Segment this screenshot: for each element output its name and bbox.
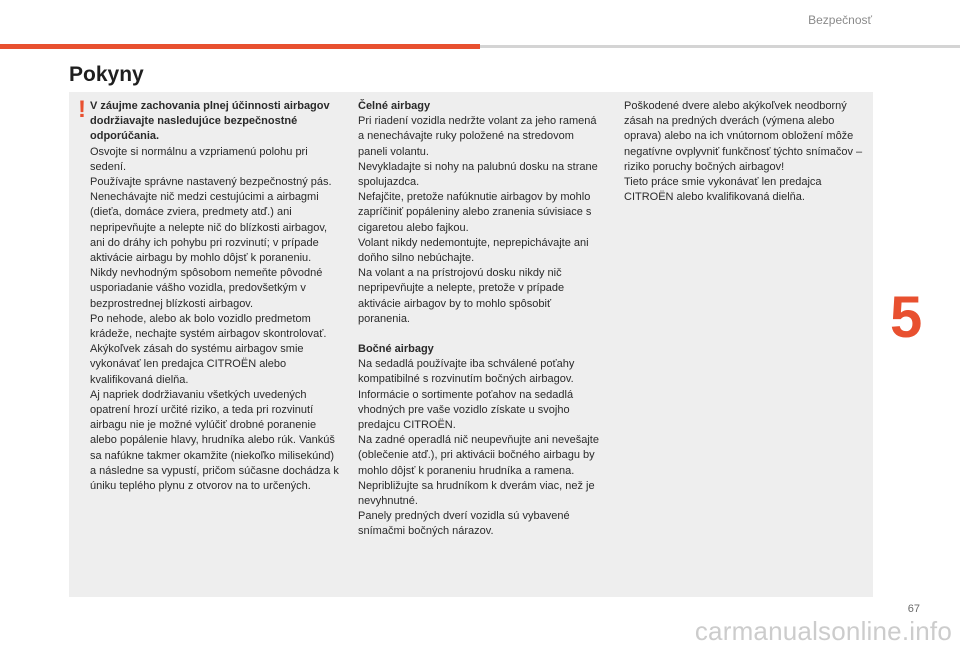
column-airbags: [358, 99, 604, 540]
paragraph: Na volant a na prístrojovú dosku nikdy nič nepripevňujte a nelepte, pretože v prípade aktivácie airbagov by to mohlo spôsobiť poranenia.: [358, 267, 565, 325]
section-gap: [358, 327, 604, 342]
paragraph: Na sedadlá používajte iba schválené poťahy kompatibilné s rozvinutím bočných airbagov. Informácie o sortimente poťahov na sedadlá vhodných pre vaše vozidlo získate u svojho predajcu CITROËN.: [358, 358, 575, 432]
front-airbags-heading: Čelné airbagy: [358, 100, 431, 112]
paragraph: Na zadné operadlá nič neupevňujte ani nevešajte (oblečenie atď.), pri aktivácii bočného airbagu by mohlo dôjsť k poraneniu hrudníka a ramena.: [358, 434, 599, 477]
chapter-number: 5: [890, 285, 923, 350]
paragraph: Panely predných dverí vozidla sú vybavené snímačmi bočných nárazov.: [358, 510, 570, 538]
header-rule: [480, 45, 960, 48]
section-title: Bezpečnosť: [808, 13, 872, 27]
paragraph: Po nehode, alebo ak bolo vozidlo predmetom krádeže, nechajte systém airbagov skontrolovať.: [90, 312, 327, 341]
column-general: [90, 99, 340, 494]
paragraph: Poškodené dvere alebo akýkoľvek neodborný zásah na predných dverách (výmena alebo oprava) alebo na ich vnútornom obložení môže negatívne ovplyvniť funkčnosť týchto snímačov – riziko poruchy bočných airbagov!: [624, 100, 863, 173]
paragraph: Používajte správne nastavený bezpečnostný pás.: [90, 176, 332, 189]
side-airbags-heading: Bočné airbagy: [358, 343, 434, 356]
paragraph: Nepribližujte sa hrudníkom k dverám viac, než je nevyhnutné.: [358, 479, 595, 508]
instructions-panel: [69, 92, 873, 597]
paragraph: Nefajčite, pretože nafúknutie airbagov by mohlo zapríčiniť popáleniny alebo zranenia súvisiace s cigaretou alebo fajkou.: [358, 191, 592, 234]
general-heading: V záujme zachovania plnej účinnosti airbagov dodržiavajte nasledujúce bezpečnostné odporúčania.: [90, 100, 330, 143]
paragraph: Aj napriek dodržiavaniu všetkých uvedených opatrení hrozí určité riziko, a teda pri rozvinutí airbagu nie je možné vylúčiť drobné poranenie alebo popálenie hlavy, hrudníka alebo rúk. Vankúš sa nafúkne takmer okamžite (niekoľko milisekúnd) a následne sa vypustí, pričom súčasne dochádza k úniku teplého plynu z otvorov na to určených.: [90, 388, 339, 493]
paragraph: Nevykladajte si nohy na palubnú dosku na strane spolujazdca.: [358, 160, 598, 189]
column-doors: [624, 99, 872, 205]
paragraph: Akýkoľvek zásah do systému airbagov smie vykonávať len predajca CITROËN alebo kvalifikovaná dielňa.: [90, 343, 304, 386]
warning-icon: !: [78, 96, 86, 123]
page-title: Pokyny: [69, 63, 144, 86]
paragraph: Pri riadení vozidla nedržte volant za jeho ramená a nenechávajte ruky položené na stredovom paneli volantu.: [358, 115, 597, 158]
paragraph: Osvojte si normálnu a vzpriamenú polohu pri sedení.: [90, 145, 308, 173]
paragraph: Volant nikdy nedemontujte, neprepichávajte ani doňho silno nebúchajte.: [358, 236, 589, 265]
paragraph: Nenechávajte nič medzi cestujúcimi a airbagmi (dieťa, domáce zviera, predmety atď.) ani nepripevňujte a nelepte nič do blízkosti airbagov, ani do dráhy ich pohybu pri rozvinutí; v prípade aktivácie airbagu by mohlo dôjsť k poraneniu.: [90, 191, 328, 265]
page-number: 67: [907, 603, 920, 615]
paragraph: Nikdy nevhodným spôsobom nemeňte pôvodné usporiadanie vášho vozidla, predovšetkým v bezprostrednej blízkosti airbagov.: [90, 267, 323, 310]
watermark: carmanualsonline.info: [694, 616, 952, 646]
header-accent-bar: [0, 44, 480, 49]
paragraph: Tieto práce smie vykonávať len predajca CITROËN alebo kvalifikovaná dielňa.: [624, 176, 822, 204]
